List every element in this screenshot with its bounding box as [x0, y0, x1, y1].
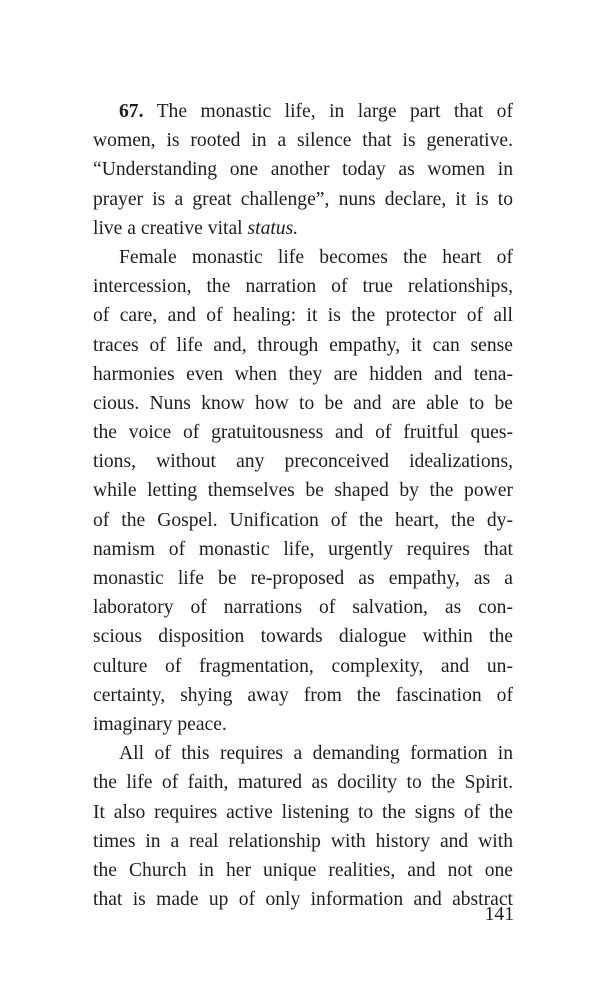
text-line: the Church in her unique realities, and not one — [93, 859, 513, 881]
page-number: 141 — [484, 904, 514, 925]
text-line: prayer is a great challenge”, nuns declare, it is to — [93, 188, 513, 210]
text-line: traces of life and, through empathy, it can sense — [93, 334, 513, 356]
text-line: monastic life be re-proposed as empathy, as a — [93, 568, 513, 589]
text-line: namism of monastic life, urgently requires that — [93, 538, 513, 560]
text-line: laboratory of narrations of salvation, as con- — [93, 597, 513, 619]
text-line: while letting themselves be shaped by the power — [93, 480, 513, 502]
text-line: women, is rooted in a silence that is generative. — [93, 130, 513, 152]
text-line: cious. Nuns know how to be and are able to be — [93, 392, 513, 414]
text-line: that is made up of only information and abstract — [93, 889, 513, 911]
text-line: 67. The monastic life, in large part that of — [119, 101, 513, 122]
text-line: Female monastic life becomes the heart of — [119, 246, 513, 268]
paragraph-number: 67. — [119, 101, 144, 122]
text-line: All of this requires a demanding formation in — [119, 743, 513, 765]
text-line: scious disposition towards dialogue within the — [93, 626, 513, 648]
paragraph-67 — [93, 97, 513, 243]
text-line: of care, and of healing: it is the protector of all — [93, 305, 513, 327]
paragraph-formation — [93, 739, 513, 914]
text-line: certainty, shying away from the fascination of — [93, 684, 513, 706]
text-line: harmonies even when they are hidden and tena- — [93, 363, 513, 385]
text-line: intercession, the narration of true relationships, — [93, 276, 513, 298]
text-line: of the Gospel. Unification of the heart, the dy- — [93, 509, 513, 531]
text-line: live a creative vital status. — [93, 217, 299, 239]
text-line: times in a real relationship with history and with — [93, 830, 513, 852]
text-line: “Understanding one another today as women in — [93, 159, 513, 181]
text-line: the voice of gratuitousness and of fruitful ques- — [93, 422, 513, 444]
text-line: It also requires active listening to the signs of the — [93, 801, 513, 823]
text-line: imaginary peace. — [93, 713, 227, 735]
italic-term: status. — [247, 217, 299, 239]
page-body — [93, 97, 513, 914]
text-line: the life of faith, matured as docility to the Spirit. — [93, 772, 513, 794]
text-line: culture of fragmentation, complexity, and un- — [93, 655, 513, 677]
paragraph-female-monastic-life — [93, 243, 513, 739]
text-line: tions, without any preconceived idealizations, — [93, 451, 513, 473]
